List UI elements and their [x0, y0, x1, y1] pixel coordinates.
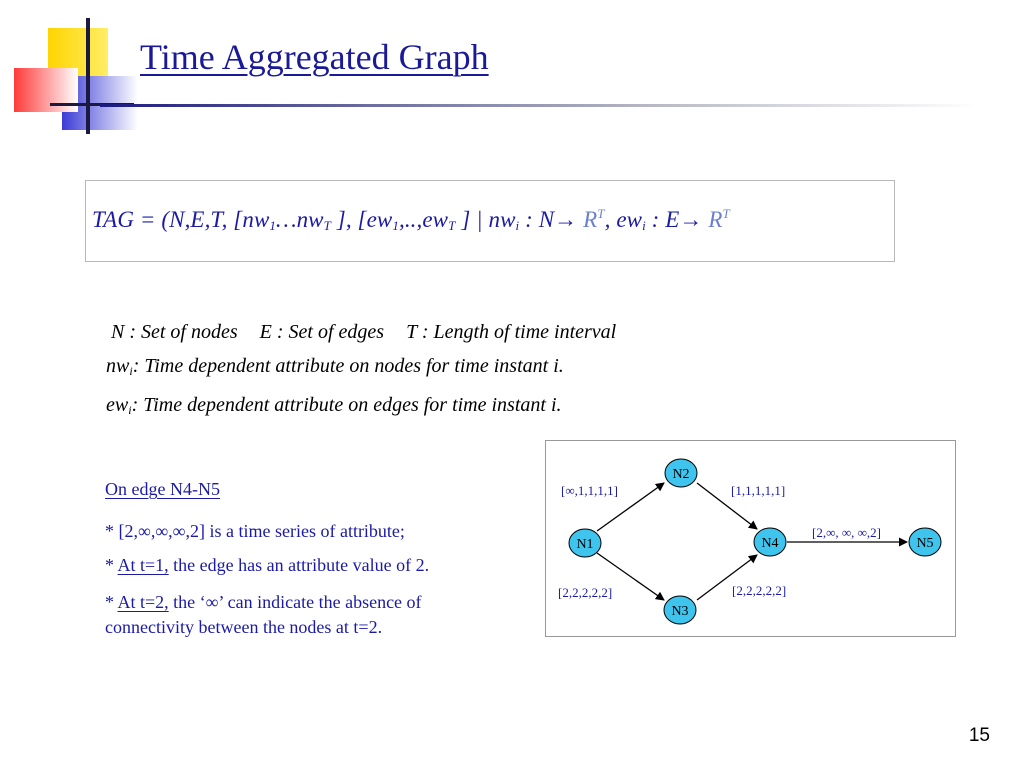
node-n2-label: N2: [672, 467, 690, 482]
def-nw-sub: i: [129, 364, 133, 378]
def-n: N : Set of nodes: [111, 321, 238, 343]
notes-line-4: connectivity between the nodes at t=2.: [105, 617, 383, 637]
notes-line-2: * At t=1, the edge has an attribute value of 2.: [105, 555, 430, 575]
formula-sub: i: [515, 218, 520, 233]
graph-diagram: [545, 440, 956, 637]
formula-part: ] | nw: [455, 207, 516, 232]
formula-part: …nw: [276, 207, 324, 232]
definitions-line-2: [106, 349, 616, 388]
edge-label-n1-n2: [∞,1,1,1,1]: [561, 483, 618, 498]
def-ew-symbol: ew: [106, 394, 129, 416]
node-n4-label: N4: [761, 536, 779, 551]
def-t: T : Length of time interval: [406, 321, 617, 343]
definitions-line-3: [106, 388, 616, 427]
tag-formula: [92, 206, 730, 234]
notes-line-1: * [2,∞,∞,∞,2] is a time series of attribute;: [105, 521, 405, 541]
notes-time-1: At t=1,: [117, 555, 169, 575]
def-nw-text: : Time dependent attribute on nodes for time instant i.: [132, 355, 564, 377]
title-divider: [100, 104, 980, 107]
slide-title: Time Aggregated Graph: [140, 37, 489, 77]
formula-tag: TAG: [92, 207, 135, 232]
slide-logo: [0, 0, 140, 140]
formula-part: : E: [645, 207, 680, 232]
formula-part: ,..,ew: [398, 207, 449, 232]
definitions: [106, 315, 616, 427]
page-number: 15: [968, 725, 990, 746]
edge-label-n2-n4: [1,1,1,1,1]: [731, 483, 786, 498]
definitions-line-1: [106, 315, 616, 349]
def-ew-sub: i: [128, 403, 132, 417]
edge-label-n4-n5: [2,∞, ∞, ∞,2]: [812, 525, 881, 540]
node-n1-label: N1: [576, 537, 594, 552]
formula-sup: T: [597, 206, 605, 221]
formula-part: , ew: [604, 207, 643, 232]
arrow-symbol: →: [554, 207, 578, 232]
formula-sub: 1: [269, 218, 277, 233]
arrow-symbol: →: [679, 207, 703, 232]
notes-heading: On edge N4-N5: [105, 479, 220, 499]
formula-part: : N: [519, 207, 555, 232]
node-n3-label: N3: [671, 604, 689, 619]
def-e: E : Set of edges: [259, 321, 385, 343]
real-numbers-symbol: R: [708, 207, 723, 232]
formula-part: ], [ew: [330, 207, 393, 232]
def-ew-text: : Time dependent attribute on edges for time instant i.: [131, 394, 562, 416]
notes-time-2: At t=2,: [117, 592, 169, 612]
formula-sub: 1: [392, 218, 399, 233]
formula-sup: T: [722, 206, 730, 221]
formula-sub: T: [323, 218, 331, 233]
def-nw-symbol: nw: [106, 355, 130, 377]
node-n5-label: N5: [916, 536, 934, 551]
formula-sub: i: [642, 218, 646, 233]
edge-label-n3-n4: [2,2,2,2,2]: [732, 583, 787, 598]
notes-line-3: * At t=2, the ‘∞’ can indicate the absence of: [105, 592, 422, 612]
edge-label-n1-n3: [2,2,2,2,2]: [558, 585, 613, 600]
real-numbers-symbol: R: [583, 207, 598, 232]
formula-part: = (N,E,T, [nw: [134, 207, 270, 232]
formula-sub: T: [448, 218, 456, 233]
